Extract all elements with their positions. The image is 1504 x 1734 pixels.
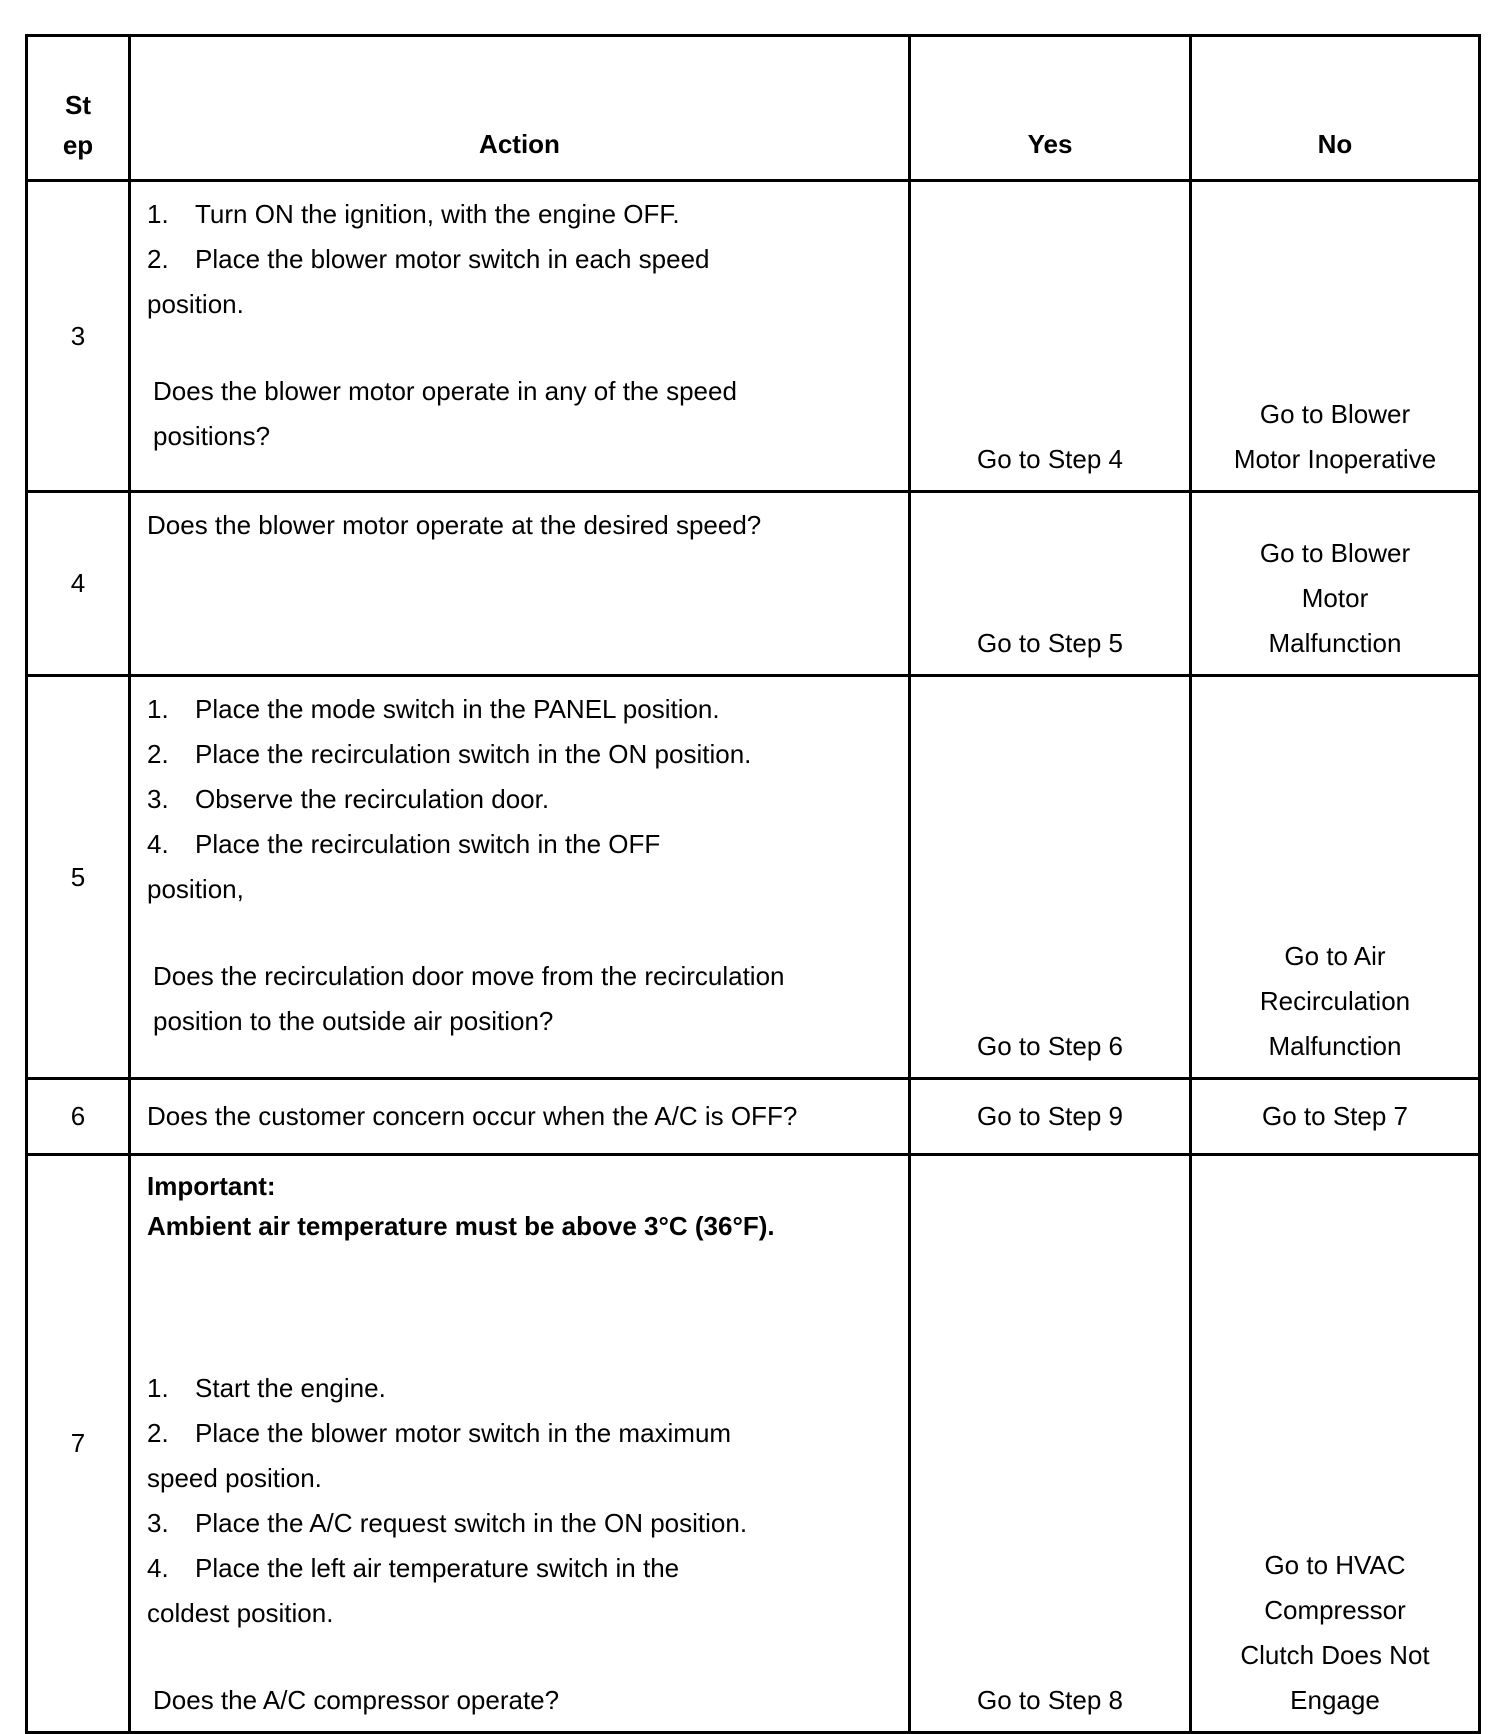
step-number: 3 <box>27 181 130 492</box>
important-label: Important: <box>147 1171 276 1201</box>
list-item: 4. Place the recirculation switch in the OFF position, <box>147 829 661 904</box>
table-row <box>27 676 1480 1079</box>
question-text: Does the recirculation door move from the recirculation position to the outside air position? <box>153 961 785 1036</box>
list-item: 4. Place the left air temperature switch in the coldest position. <box>147 1553 680 1628</box>
no-cell: Go to Air Recirculation Malfunction <box>1191 676 1480 1079</box>
action-cell <box>130 181 910 492</box>
list-item: 2. Place the blower motor switch in each speed position. <box>147 244 710 319</box>
table-row <box>27 181 1480 492</box>
table-row <box>27 492 1480 676</box>
important-text: Ambient air temperature must be above 3°C (36°F). <box>147 1211 775 1241</box>
no-cell: Go to HVAC Compressor Clutch Does Not Engage <box>1191 1155 1480 1733</box>
table-row <box>27 1079 1480 1155</box>
action-cell <box>130 1155 910 1733</box>
step-number: 5 <box>27 676 130 1079</box>
header-action: Action <box>130 36 910 181</box>
yes-cell: Go to Step 5 <box>910 492 1191 676</box>
list-item: 2. Place the recirculation switch in the ON position. <box>147 739 752 769</box>
action-cell <box>130 676 910 1079</box>
header-step-line1: St <box>65 90 91 120</box>
no-cell: Go to Blower Motor Malfunction <box>1191 492 1480 676</box>
list-item: 2. Place the blower motor switch in the maximum speed position. <box>147 1418 732 1493</box>
no-cell: Go to Blower Motor Inoperative <box>1191 181 1480 492</box>
list-item: 1. Place the mode switch in the PANEL position. <box>147 694 720 724</box>
list-item: 3. Place the A/C request switch in the ON position. <box>147 1508 748 1538</box>
yes-cell: Go to Step 6 <box>910 676 1191 1079</box>
yes-cell: Go to Step 4 <box>910 181 1191 492</box>
step-number: 4 <box>27 492 130 676</box>
question-text: Does the A/C compressor operate? <box>153 1685 560 1715</box>
step-number: 6 <box>27 1079 130 1155</box>
yes-cell: Go to Step 8 <box>910 1155 1191 1733</box>
diagnostic-table <box>25 34 1481 1734</box>
step-number: 7 <box>27 1155 130 1733</box>
header-step-line2: ep <box>62 130 94 160</box>
yes-cell: Go to Step 9 <box>910 1079 1191 1155</box>
list-item: 3. Observe the recirculation door. <box>147 784 550 814</box>
action-cell <box>130 492 910 676</box>
list-item: 1. Start the engine. <box>147 1373 386 1403</box>
header-yes: Yes <box>910 36 1191 181</box>
header-row <box>27 36 1480 181</box>
list-item: 1. Turn ON the ignition, with the engine OFF. <box>147 199 680 229</box>
question-text: Does the blower motor operate in any of the speed positions? <box>153 376 737 451</box>
header-step <box>27 36 130 181</box>
no-cell: Go to Step 7 <box>1191 1079 1480 1155</box>
question-text: Does the customer concern occur when the A/C is OFF? <box>130 1079 910 1155</box>
table-row <box>27 1155 1480 1733</box>
question-text: Does the blower motor operate at the desired speed? <box>147 510 762 540</box>
header-no: No <box>1191 36 1480 181</box>
